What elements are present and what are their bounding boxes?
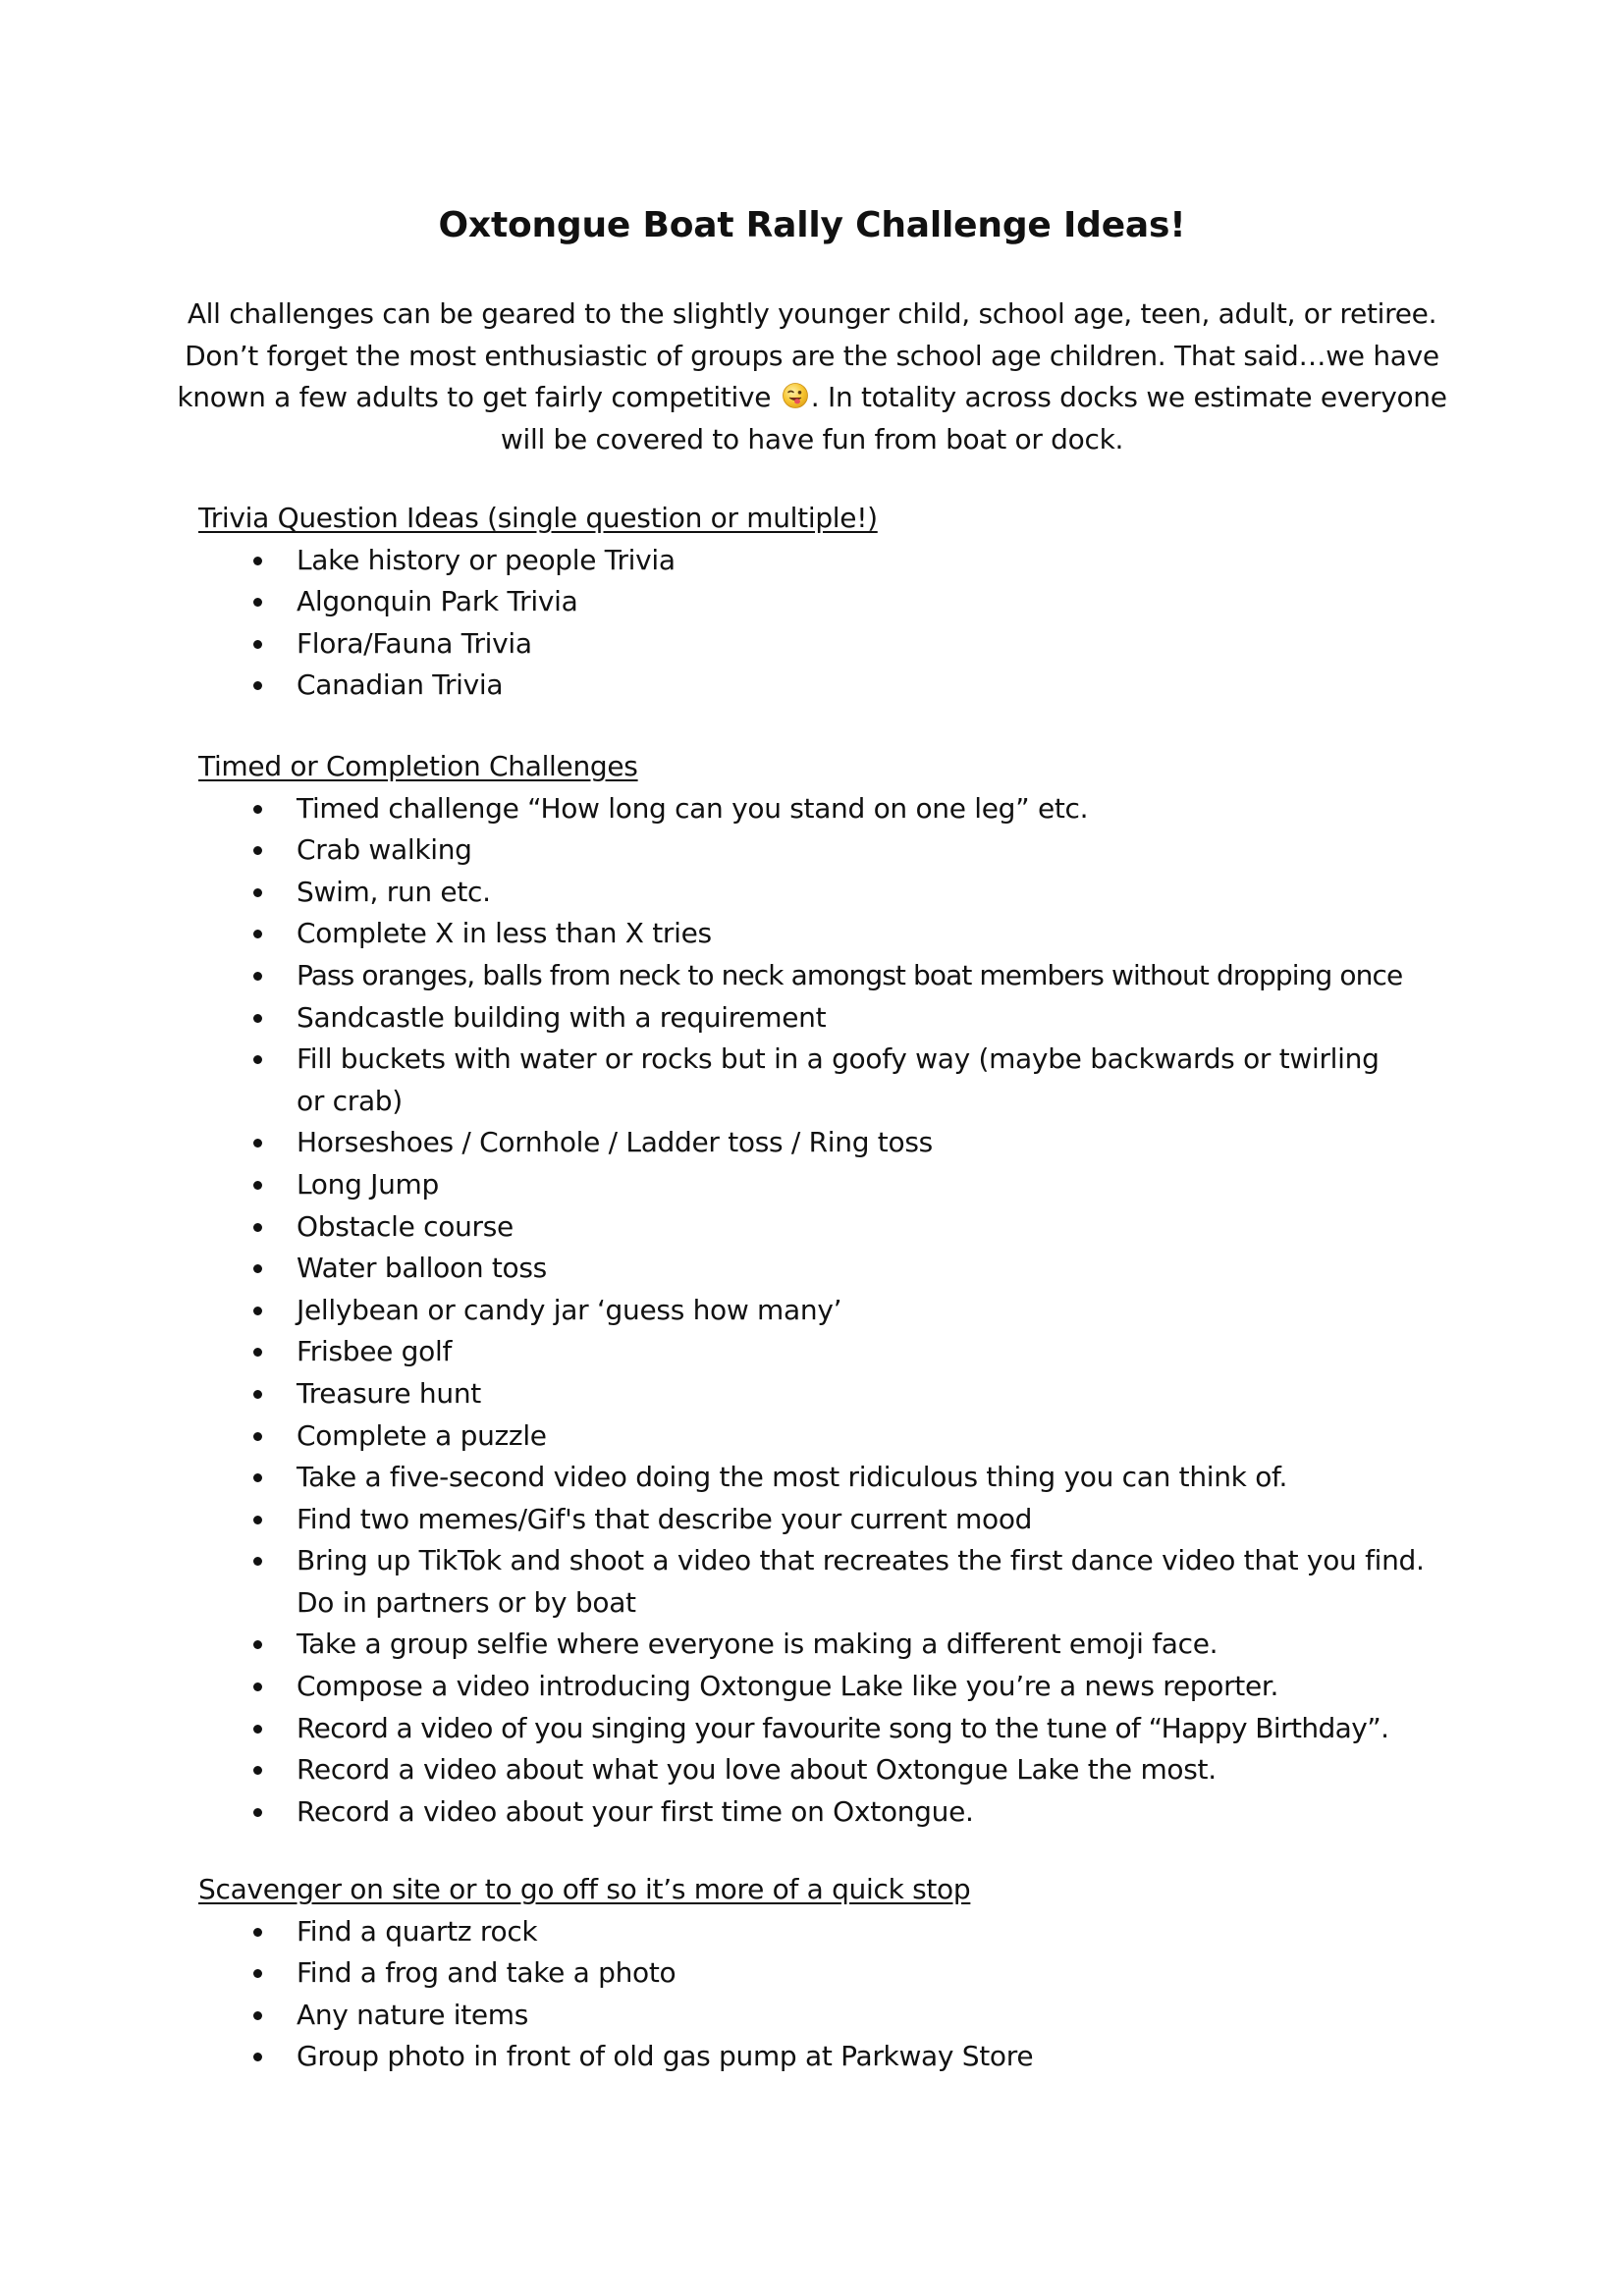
intro-paragraph bbox=[157, 294, 1467, 460]
list-item: Record a video about your first time on Oxtongue. bbox=[198, 1791, 1475, 1834]
list-item: Group photo in front of old gas pump at Parkway Store bbox=[198, 2036, 1475, 2078]
trivia-list bbox=[198, 540, 1475, 707]
winking-face-with-tongue-icon bbox=[782, 382, 809, 409]
list-item: Find a quartz rock bbox=[198, 1911, 1475, 1953]
bullet-icon bbox=[253, 1139, 262, 1148]
bullet-icon bbox=[253, 888, 262, 897]
bullet-icon bbox=[253, 2053, 262, 2061]
bullet-icon bbox=[253, 557, 262, 565]
bullet-icon bbox=[253, 1055, 262, 1064]
bullet-icon bbox=[253, 1640, 262, 1649]
list-item: Canadian Trivia bbox=[198, 665, 1475, 707]
list-item: Frisbee golf bbox=[198, 1331, 1475, 1373]
bullet-icon bbox=[253, 1766, 262, 1775]
bullet-icon bbox=[253, 1928, 262, 1937]
list-item: Long Jump bbox=[198, 1164, 1475, 1206]
bullet-icon bbox=[253, 1725, 262, 1734]
bullet-icon bbox=[253, 1348, 262, 1357]
bullet-icon bbox=[253, 1473, 262, 1482]
list-item: Complete X in less than X tries bbox=[198, 913, 1475, 955]
list-item: Take a five-second video doing the most ridiculous thing you can think of. bbox=[198, 1457, 1475, 1499]
challenges-list bbox=[198, 788, 1475, 1834]
list-item: Find a frog and take a photo bbox=[198, 1952, 1475, 1995]
list-item: Treasure hunt bbox=[198, 1373, 1475, 1415]
bullet-icon bbox=[253, 1014, 262, 1023]
bullet-icon bbox=[253, 2011, 262, 2020]
list-item: Record a video about what you love about Oxtongue Lake the most. bbox=[198, 1749, 1475, 1791]
section-timed-challenges bbox=[198, 746, 1475, 1833]
list-item: Jellybean or candy jar ‘guess how many’ bbox=[198, 1290, 1475, 1332]
bullet-icon bbox=[253, 1181, 262, 1190]
bullet-icon bbox=[253, 1557, 262, 1566]
list-item: Take a group selfie where everyone is making a different emoji face. bbox=[198, 1624, 1475, 1666]
list-item: Timed challenge “How long can you stand on one leg” etc. bbox=[198, 788, 1475, 830]
bullet-icon bbox=[253, 1390, 262, 1399]
list-item: Flora/Fauna Trivia bbox=[198, 623, 1475, 666]
bullet-icon bbox=[253, 846, 262, 855]
list-item: Record a video of you singing your favourite song to the tune of “Happy Birthday”. bbox=[198, 1708, 1475, 1750]
section-heading: Scavenger on site or to go off so it’s more of a quick stop bbox=[198, 1873, 971, 1905]
list-item: Obstacle course bbox=[198, 1206, 1475, 1249]
list-item: Algonquin Park Trivia bbox=[198, 581, 1475, 623]
list-item: Any nature items bbox=[198, 1995, 1475, 2037]
list-item: Find two memes/Gif's that describe your current mood bbox=[198, 1499, 1475, 1541]
list-item: Pass oranges, balls from neck to neck amongst boat members without dropping once bbox=[198, 955, 1475, 997]
bullet-icon bbox=[253, 598, 262, 607]
section-heading: Trivia Question Ideas (single question or multiple!) bbox=[198, 502, 878, 534]
section-heading: Timed or Completion Challenges bbox=[198, 750, 638, 782]
section-scavenger bbox=[198, 1869, 1475, 2078]
bullet-icon bbox=[253, 972, 262, 981]
page-title: Oxtongue Boat Rally Challenge Ideas! bbox=[438, 205, 1186, 245]
intro-text-part-1: All challenges can be geared to the slightly younger child, school age, teen, adult, or retiree. Don’t forget the most enthusiastic of groups are the school age children. That said…we have known a few adults to get fairly competitive bbox=[177, 297, 1439, 413]
list-item: Complete a puzzle bbox=[198, 1415, 1475, 1458]
bullet-icon bbox=[253, 1969, 262, 1978]
bullet-icon bbox=[253, 1516, 262, 1524]
bullet-icon bbox=[253, 930, 262, 938]
bullet-icon bbox=[253, 640, 262, 649]
intro-text-part-2: . In totality across docks we estimate everyone will be covered to have fun from boat or dock. bbox=[500, 381, 1447, 455]
bullet-icon bbox=[253, 1682, 262, 1691]
list-item: Crab walking bbox=[198, 829, 1475, 872]
bullet-icon bbox=[253, 1307, 262, 1315]
list-item: Water balloon toss bbox=[198, 1248, 1475, 1290]
list-item: Swim, run etc. bbox=[198, 872, 1475, 914]
list-item: Bring up TikTok and shoot a video that recreates the first dance video that you find. Do in partners or by boat bbox=[198, 1540, 1475, 1624]
bullet-icon bbox=[253, 805, 262, 814]
scavenger-list bbox=[198, 1911, 1475, 2078]
bullet-icon bbox=[253, 1264, 262, 1273]
section-trivia bbox=[198, 498, 1475, 707]
list-item: Horseshoes / Cornhole / Ladder toss / Ring toss bbox=[198, 1122, 1475, 1164]
list-item: Lake history or people Trivia bbox=[198, 540, 1475, 582]
list-item: Fill buckets with water or rocks but in a goofy way (maybe backwards or twirling or crab) bbox=[198, 1039, 1475, 1122]
bullet-icon bbox=[253, 681, 262, 690]
bullet-icon bbox=[253, 1432, 262, 1441]
list-item: Sandcastle building with a requirement bbox=[198, 997, 1475, 1040]
bullet-icon bbox=[253, 1223, 262, 1232]
bullet-icon bbox=[253, 1808, 262, 1817]
list-item: Compose a video introducing Oxtongue Lake like you’re a news reporter. bbox=[198, 1666, 1475, 1708]
